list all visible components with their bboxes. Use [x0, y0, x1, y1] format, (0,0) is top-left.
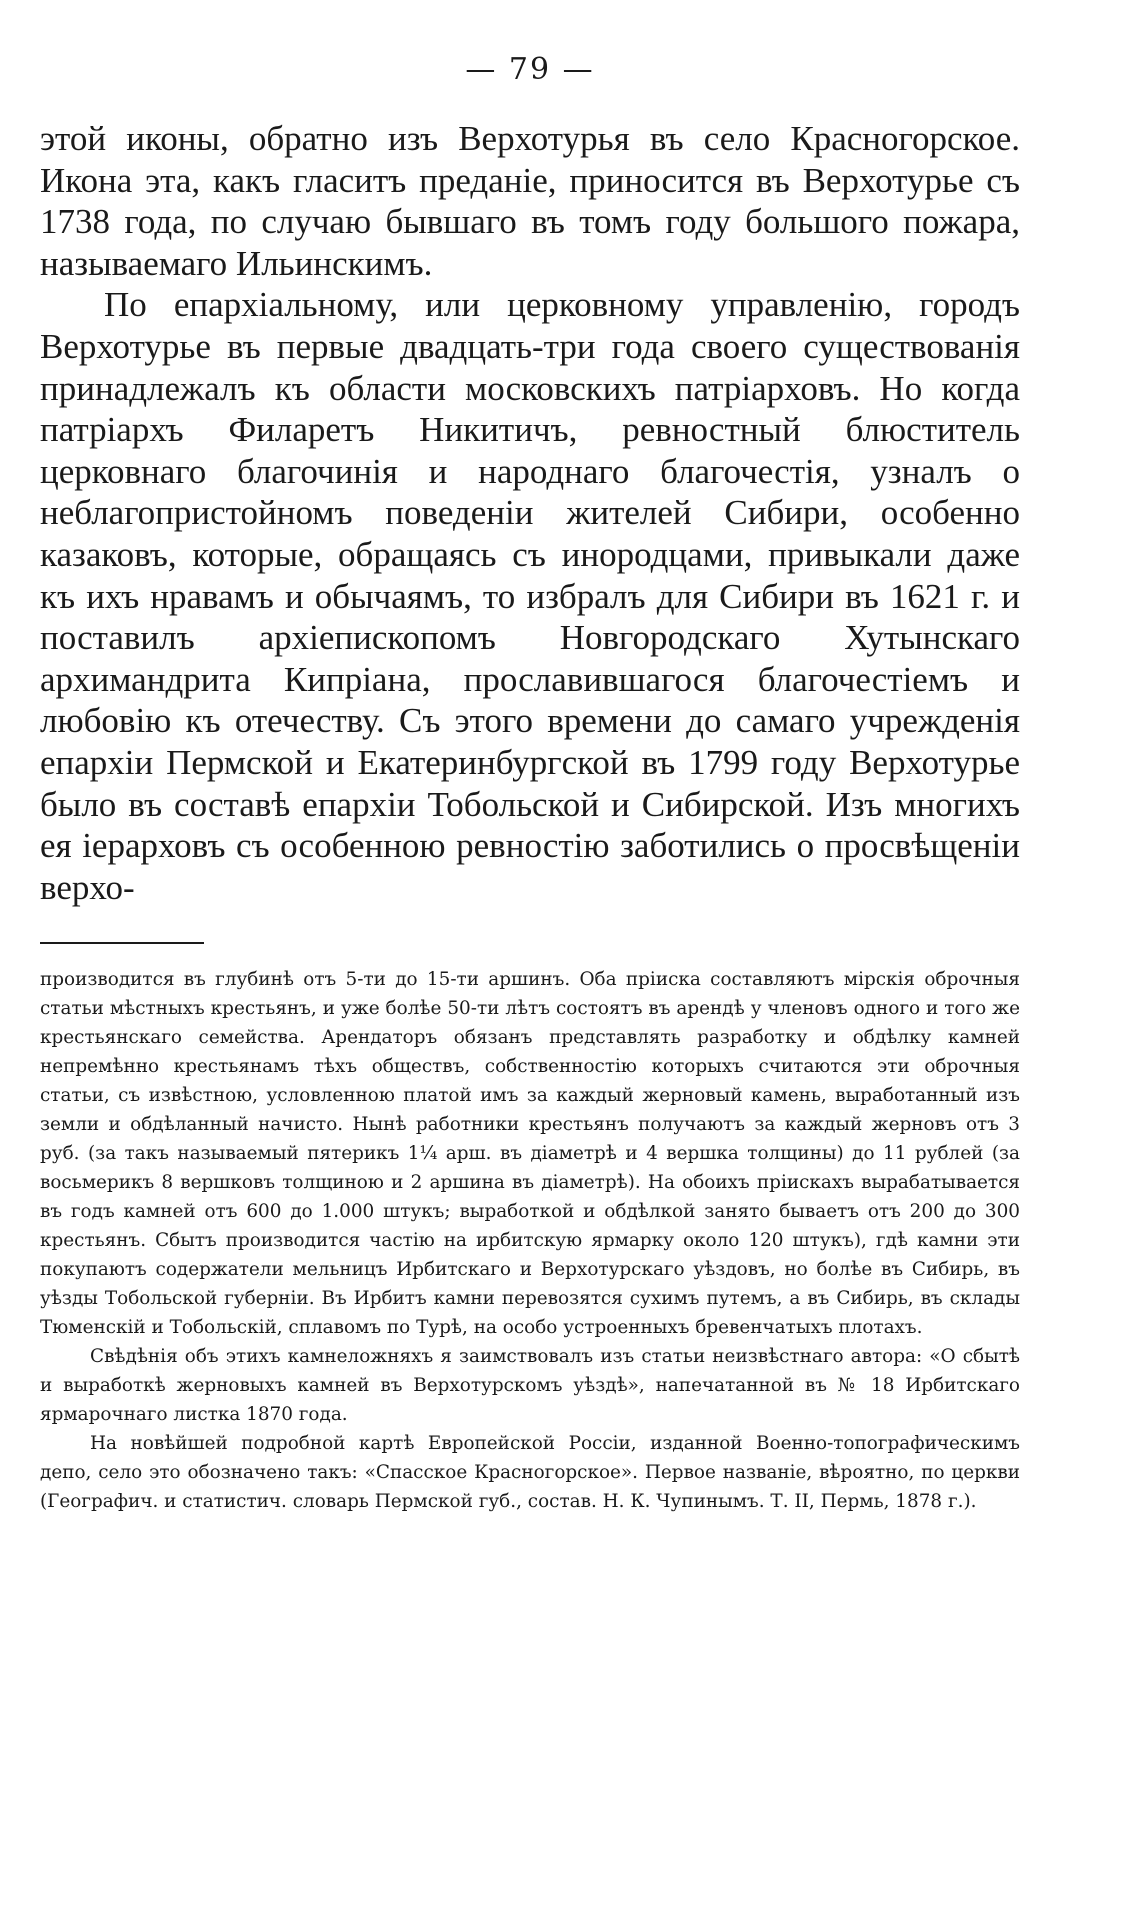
main-paragraph-2: По епархіальному, или церковному управленію, городъ Верхотурье въ первые двадцать-три года своего существованія принадлежалъ къ области московскихъ патріарховъ. Но когда патріархъ Филаретъ Никитичъ, ревностный блюститель церковнаго благочинія и народнаго благочестія, узналъ о неблагопристойномъ поведеніи жителей Сибири, особенно казаковъ, которые, обращаясь съ инородцами, привыкали даже къ ихъ нравамъ и обычаямъ, то избралъ для Сибири въ 1621 г. и поставилъ архіепископомъ Новгородскаго Хутынскаго архимандрита Кипріана, прославившагося благочестіемъ и любовію къ отечеству. Съ этого времени до самаго учрежденія епархіи Пермской и Екатеринбургской въ 1799 году Верхотурье было въ составѣ епархіи Тобольской и Сибирской. Изъ многихъ ея іерарховъ съ особенною ревностію заботились о просвѣщеніи верхо-: [40, 285, 1020, 907]
footnote-paragraph-3: На новѣйшей подробной картѣ Европейской Россіи, изданной Военно-топографическимъ депо, село это обозначено такъ: «Спасское Красногорское». Первое названіе, вѣроятно, по церкви (Географич. и статистич. словарь Пермской губ., состав. Н. К. Чупинымъ. Т. II, Пермь, 1878 г.).: [40, 1433, 1020, 1512]
footnotes: [40, 965, 1020, 1516]
main-text: [40, 118, 1020, 908]
footnote-paragraph-1: производится въ глубинѣ отъ 5-ти до 15-ти аршинъ. Оба пріиска составляютъ мірскія оброчныя статьи мѣстныхъ крестьянъ, и уже болѣе 50-ти лѣтъ состоятъ въ арендѣ у членовъ одного и того же крестьянскаго семейства. Арендаторъ обязанъ представлять разработку и обдѣлку камней непремѣнно крестьянамъ тѣхъ обществъ, собственностію которыхъ считаются эти оброчныя статьи, съ извѣстною, условленною платой имъ за каждый жерновый камень, выработанный изъ земли и обдѣланный начисто. Нынѣ работники крестьянъ получаютъ за каждый жерновъ отъ 3 руб. (за такъ называемый пятерикъ 1¼ арш. въ діаметрѣ и 4 вершка толщины) до 11 рублей (за восьмерикъ 8 вершковъ толщиною и 2 аршина въ діаметрѣ). На обоихъ пріискахъ вырабатывается въ годъ камней отъ 600 до 1.000 штукъ; выработкой и обдѣлкой занято бываетъ отъ 200 до 300 крестьянъ. Сбытъ производится частію на ирбитскую ярмарку около 120 штукъ), гдѣ камни эти покупаютъ содержатели мельницъ Ирбитскаго и Верхотурскаго уѣздовъ, но болѣе въ Сибирь, въ уѣзды Тобольской губерніи. Въ Ирбитъ камни перевозятся сухимъ путемъ, а въ Сибирь, въ склады Тюменскій и Тобольскій, сплавомъ по Турѣ, на особо устроенныхъ бревенчатыхъ плотахъ.: [40, 969, 1020, 1338]
footnote-separator: [40, 942, 204, 944]
footnote-paragraph-2: Свѣдѣнія объ этихъ камнеложняхъ я заимствовалъ изъ статьи неизвѣстнаго автора: «О сбытѣ и выработкѣ жерновыхъ камней въ Верхотурскомъ уѣздѣ», напечатанной въ № 18 Ирбитскаго ярмарочнаго листка 1870 года.: [40, 1346, 1020, 1425]
main-paragraph-1: этой иконы, обратно изъ Верхотурья въ село Красногорское. Икона эта, какъ гласитъ преданіе, приносится въ Верхотурье съ 1738 года, по случаю бывшаго въ томъ году большого пожара, называемаго Ильинскимъ.: [40, 119, 1020, 283]
document-page: [40, 0, 1020, 1914]
page-number: — 79 —: [465, 52, 595, 87]
